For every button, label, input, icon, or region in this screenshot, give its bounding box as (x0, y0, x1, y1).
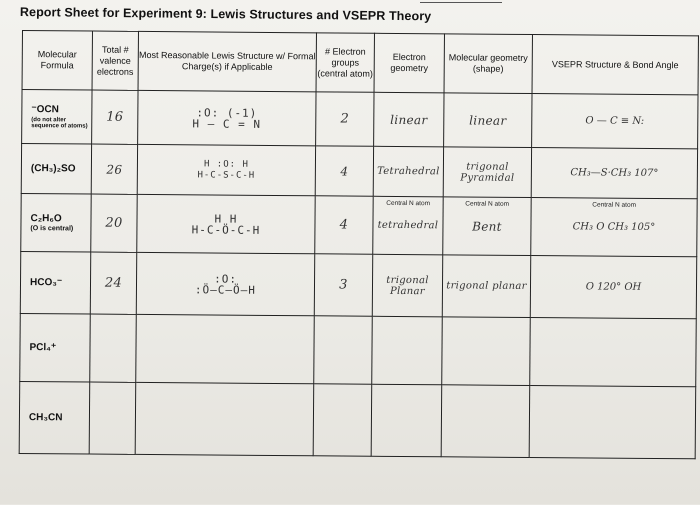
valence-cell[interactable]: 26 (91, 144, 137, 194)
electron-geometry-cell[interactable] (371, 384, 442, 457)
lewis-cell[interactable]: H :O: H H-C-S-C-H (137, 144, 315, 195)
header-vsepr: VSEPR Structure & Bond Angle (532, 35, 698, 95)
molecular-geometry-cell[interactable]: Central N atom Bent (443, 197, 531, 256)
groups-cell[interactable]: 3 (314, 254, 372, 316)
electron-geometry-cell[interactable]: Tetrahedral (373, 146, 443, 197)
vsepr-cell[interactable]: Central N atom CH₃ O CH₃ 105° (531, 198, 697, 257)
central-atom-label: Central N atom (386, 199, 431, 208)
valence-cell[interactable]: 16 (92, 90, 138, 144)
groups-cell[interactable]: 4 (315, 196, 373, 254)
central-atom-label: Central N atom (592, 201, 637, 209)
molecular-geometry-cell[interactable]: linear (444, 93, 532, 148)
lewis-cell[interactable]: :O: :Ö—C—Ö—H (136, 252, 314, 315)
groups-cell[interactable]: 2 (316, 92, 374, 146)
electron-geometry-cell[interactable] (372, 316, 443, 385)
molecular-geometry-cell[interactable]: trigonal Pyramidal (443, 147, 531, 198)
table-row (20, 251, 696, 318)
top-rule (420, 2, 502, 3)
header-row (22, 31, 698, 95)
lewis-cell[interactable]: H H H-C-Ö-C-H (137, 194, 315, 253)
groups-cell[interactable]: 4 (315, 146, 373, 196)
header-lewis: Most Reasonable Lewis Structure w/ Formal Charge(s) if Applicable (138, 31, 316, 91)
formula-note: (O is central) (30, 224, 74, 233)
electron-geometry-cell[interactable]: Central N atom tetrahedral (373, 196, 443, 255)
lewis-cell[interactable] (136, 314, 315, 383)
report-table (19, 30, 699, 459)
table-row (20, 313, 697, 386)
header-formula: Molecular Formula (22, 31, 92, 91)
vsepr-cell[interactable] (529, 385, 696, 458)
valence-cell[interactable]: 20 (91, 194, 137, 252)
lewis-cell[interactable]: :O: (-1) H — C = N (138, 90, 316, 145)
valence-cell[interactable]: 24 (90, 252, 136, 314)
molecular-geometry-cell[interactable] (442, 317, 531, 386)
vsepr-cell[interactable]: O — C ≡ N: (532, 94, 698, 149)
formula-cell: ⁻OCN (do not alter sequence of atoms) (22, 90, 92, 145)
molecular-geometry-cell[interactable] (441, 385, 530, 458)
valence-cell[interactable] (90, 314, 137, 382)
lewis-cell[interactable] (135, 382, 314, 455)
central-atom-label: Central N atom (465, 200, 510, 208)
report-table-wrapper (18, 30, 698, 505)
vsepr-cell[interactable]: O 120° OH (530, 256, 696, 319)
vsepr-cell[interactable]: CH₃—S·CH₃ 107° (531, 148, 697, 199)
molecular-geometry-cell[interactable]: trigonal planar (442, 255, 530, 318)
formula-note: (do not alter sequence of atoms) (31, 116, 88, 130)
formula-cell: (CH₃)₂SO (21, 144, 91, 195)
header-valence: Total # valence electrons (92, 31, 138, 90)
header-electron-geometry: Electron geometry (374, 33, 444, 93)
header-groups: # Electron groups (central atom) (316, 33, 374, 92)
vsepr-cell[interactable] (530, 318, 697, 387)
table-row (19, 381, 696, 458)
formula-cell: CH₃CN (19, 381, 90, 454)
formula-cell: PCl₄⁺ (20, 313, 91, 382)
electron-geometry-cell[interactable]: trigonal Planar (372, 254, 442, 317)
groups-cell[interactable] (314, 316, 373, 384)
header-molecular-geometry: Molecular geometry (shape) (444, 34, 532, 94)
page-title: Report Sheet for Experiment 9: Lewis Structures and VSEPR Theory (19, 5, 432, 24)
groups-cell[interactable] (313, 384, 372, 456)
table-row (21, 193, 697, 256)
table-row (22, 90, 698, 149)
formula-cell: C₂H₆O (O is central) (21, 193, 91, 252)
electron-geometry-cell[interactable]: linear (374, 92, 444, 147)
formula-cell: HCO₃⁻ (20, 251, 90, 314)
table-row (21, 144, 697, 199)
valence-cell[interactable] (89, 382, 136, 454)
